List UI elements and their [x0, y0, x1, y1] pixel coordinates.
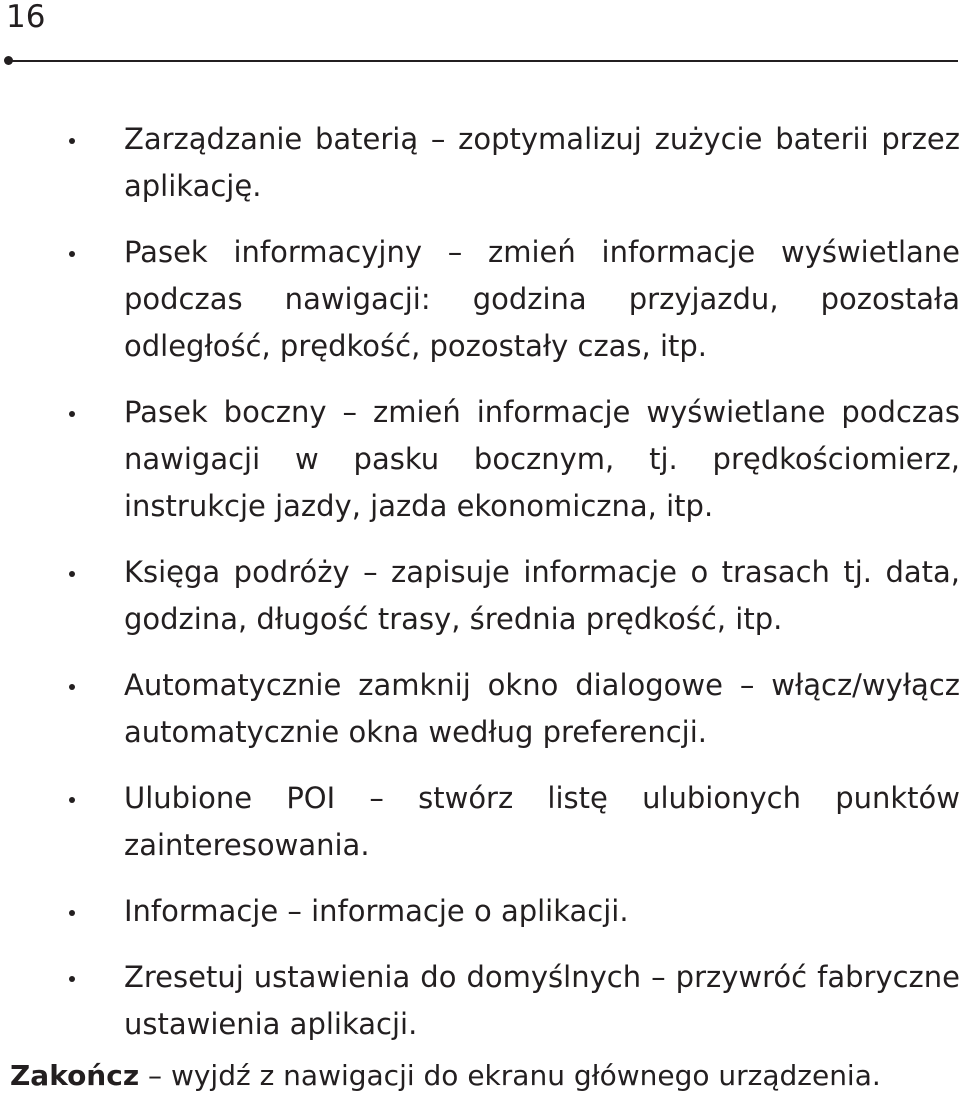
header-rule: [12, 60, 958, 62]
list-item-text: Zarządzanie baterią – zoptymalizuj zużycie baterii przez aplikację.: [124, 122, 960, 203]
bullet-icon: [69, 571, 75, 577]
list-item-info-bar: [0, 229, 960, 370]
list-item-text: Ulubione POI – stwórz listę ulubionych punktów zainteresowania.: [124, 781, 960, 862]
bullet-icon: [69, 910, 75, 916]
list-item-information: [0, 888, 960, 935]
footer-paragraph: [10, 1055, 881, 1097]
list-item-text: Księga podróży – zapisuje informacje o trasach tj. data, godzina, długość trasy, średnia prędkość, itp.: [124, 555, 960, 636]
bullet-icon: [69, 138, 75, 144]
list-item-travel-log: [0, 549, 960, 643]
list-item-auto-close: [0, 662, 960, 756]
page-number: 16: [6, 0, 46, 35]
footer-text: – wyjdź z nawigacji do ekranu głównego urządzenia.: [139, 1059, 881, 1092]
bullet-icon: [69, 411, 75, 417]
list-item-side-bar: [0, 389, 960, 530]
list-item-favorite-poi: [0, 775, 960, 869]
list-item-text: Automatycznie zamknij okno dialogowe – włącz/wyłącz automatycznie okna według preferencji.: [124, 668, 960, 749]
list-item-text: Pasek informacyjny – zmień informacje wyświetlane podczas nawigacji: godzina przyjazdu, pozostała odległość, prędkość, pozostały czas, itp.: [124, 235, 960, 363]
list-item-text: Informacje – informacje o aplikacji.: [124, 894, 629, 928]
bullet-icon: [69, 251, 75, 257]
footer-term: Zakończ: [10, 1059, 140, 1092]
list-item-text: Zresetuj ustawienia do domyślnych – przywróć fabryczne ustawienia aplikacji.: [124, 960, 960, 1041]
settings-list: [0, 116, 960, 1067]
bullet-icon: [69, 797, 75, 803]
bullet-icon: [69, 684, 75, 690]
list-item-battery: [0, 116, 960, 210]
list-item-reset: [0, 954, 960, 1048]
bullet-icon: [69, 976, 75, 982]
list-item-text: Pasek boczny – zmień informacje wyświetlane podczas nawigacji w pasku bocznym, tj. prędkościomierz, instrukcje jazdy, jazda ekonomiczna, itp.: [124, 395, 960, 523]
